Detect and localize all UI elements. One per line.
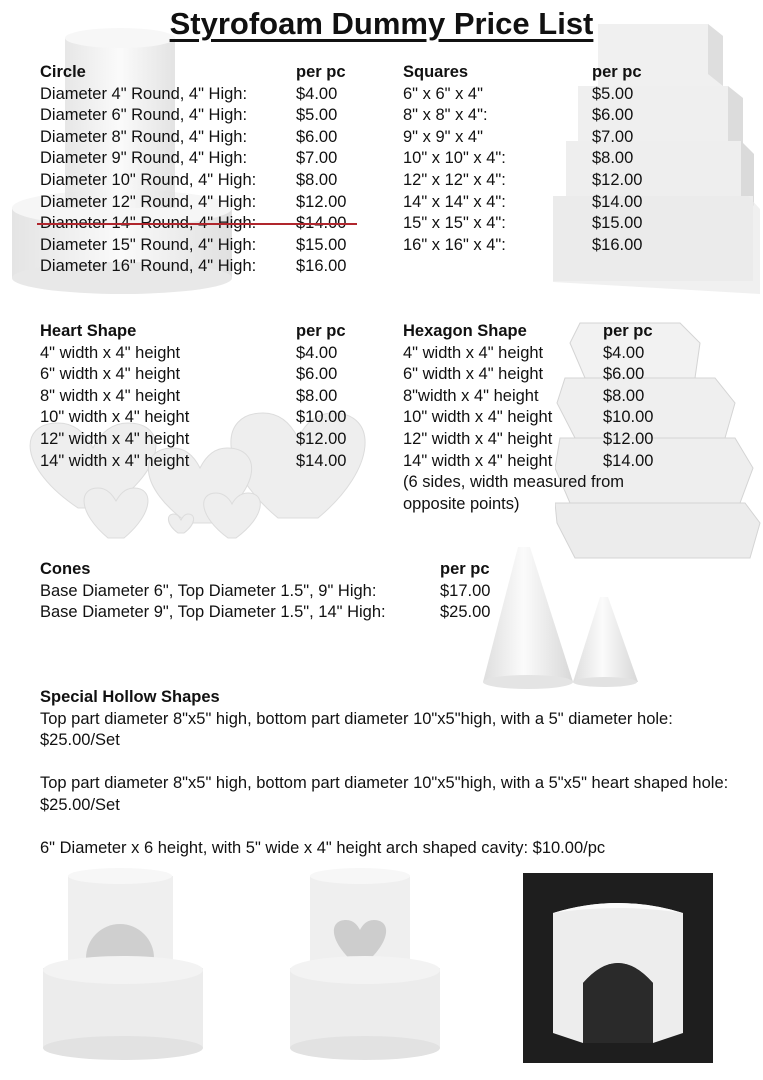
size-label: 12" x 12" x 4": (403, 170, 506, 189)
price: $12.00 (603, 429, 654, 448)
size-label: 8"width x 4" height (403, 386, 539, 405)
circle-header: Circle (40, 63, 86, 81)
hexagon-header-row (403, 321, 703, 343)
size-label: Diameter 9" Round, 4" High: (40, 149, 248, 168)
arch-cavity-photo (523, 873, 713, 1063)
table-row (40, 386, 370, 408)
table-row (40, 581, 500, 603)
squares-header-row (403, 62, 663, 84)
price: $14.00 (592, 192, 643, 211)
size-label: 4" width x 4" height (403, 343, 544, 362)
price: $25.00 (440, 603, 491, 622)
table-row (403, 170, 663, 192)
circle-price-table (40, 62, 370, 278)
table-row (40, 451, 370, 473)
table-row (403, 213, 663, 235)
table-row-struck (40, 213, 370, 235)
table-row (40, 429, 370, 451)
table-row (403, 235, 663, 257)
table-row (40, 407, 370, 429)
table-row (40, 256, 370, 278)
price: $8.00 (296, 386, 338, 405)
table-row (40, 170, 370, 192)
price: $6.00 (296, 365, 338, 384)
table-row (403, 386, 703, 408)
table-row (403, 429, 703, 451)
table-row (40, 364, 370, 386)
hexagon-header: Hexagon Shape (403, 322, 527, 340)
table-row (403, 84, 663, 106)
size-label: 12" width x 4" height (40, 429, 190, 448)
price: $6.00 (603, 365, 645, 384)
price: $5.00 (592, 84, 634, 103)
price: $4.00 (296, 84, 338, 103)
table-row (403, 343, 703, 365)
size-label: 6" x 6" x 4" (403, 84, 483, 103)
table-row (403, 148, 663, 170)
size-label: 4" width x 4" height (40, 343, 181, 362)
size-label: 16" x 16" x 4": (403, 235, 506, 254)
table-row (40, 235, 370, 257)
price: $7.00 (296, 149, 338, 168)
size-label: 14" width x 4" height (40, 451, 190, 470)
table-row (40, 105, 370, 127)
size-label: 8" width x 4" height (40, 386, 181, 405)
price: $16.00 (592, 235, 643, 254)
size-label: Diameter 16" Round, 4" High: (40, 257, 257, 276)
size-label: 9" x 9" x 4" (403, 127, 483, 146)
size-label: Base Diameter 6", Top Diameter 1.5", 9" High: (40, 581, 377, 600)
circle-header-row (40, 62, 370, 84)
size-label: Diameter 6" Round, 4" High: (40, 106, 248, 125)
table-row (40, 84, 370, 106)
price: $12.00 (296, 429, 347, 448)
special-item-3: 6" Diameter x 6 height, with 5" wide x 4" height arch shaped cavity: $10.00/pc (40, 839, 606, 858)
price: $8.00 (603, 386, 645, 405)
price: $4.00 (296, 343, 338, 362)
price: $15.00 (592, 214, 643, 233)
table-row (403, 364, 703, 386)
size-label: 14" x 14" x 4": (403, 192, 506, 211)
cones-price-table (40, 559, 500, 624)
size-label: 6" width x 4" height (403, 365, 544, 384)
price: $4.00 (603, 343, 645, 362)
size-label: 12" width x 4" height (403, 429, 553, 448)
heart-price-table (40, 321, 370, 472)
price: $7.00 (592, 127, 634, 146)
table-row (40, 127, 370, 149)
size-label: Diameter 14" Round, 4" High: (40, 214, 257, 233)
size-label: 14" width x 4" height (403, 451, 553, 470)
special-item-1: Top part diameter 8"x5" high, bottom part diameter 10"x5"high, with a 5" diameter hole: $25.00/Set (40, 709, 673, 750)
round-hole-tier-photo (38, 868, 208, 1063)
price: $15.00 (296, 235, 347, 254)
hexagon-note-line-1: (6 sides, width measured from (403, 473, 625, 492)
hexagon-price-header: per pc (603, 322, 653, 340)
price: $8.00 (296, 170, 338, 189)
hexagon-note-line-2: opposite points) (403, 494, 520, 513)
price: $6.00 (296, 127, 338, 146)
strikethrough-line (37, 223, 357, 225)
cones-header: Cones (40, 560, 91, 578)
price: $8.00 (592, 149, 634, 168)
size-label: 10" width x 4" height (403, 408, 553, 427)
price: $12.00 (296, 192, 347, 211)
size-label: 6" width x 4" height (40, 365, 181, 384)
price: $16.00 (296, 257, 347, 276)
squares-price-header: per pc (592, 63, 642, 81)
price: $12.00 (592, 170, 643, 189)
special-hollow-section (40, 687, 730, 860)
cones-price-header: per pc (440, 560, 490, 578)
cones-header-row (40, 559, 500, 581)
heart-hole-tier-photo (288, 868, 448, 1063)
size-label: Diameter 8" Round, 4" High: (40, 127, 248, 146)
table-row (403, 451, 703, 473)
table-row (40, 343, 370, 365)
cones-photo (478, 542, 648, 692)
size-label: Diameter 15" Round, 4" High: (40, 235, 257, 254)
table-row (40, 192, 370, 214)
price: $14.00 (296, 451, 347, 470)
size-label: 10" width x 4" height (40, 408, 190, 427)
size-label: 10" x 10" x 4": (403, 149, 506, 168)
table-row (403, 192, 663, 214)
page-title: Styrofoam Dummy Price List (169, 6, 594, 41)
size-label: Diameter 4" Round, 4" High: (40, 84, 248, 103)
hexagon-price-table (403, 321, 703, 515)
price: $5.00 (296, 106, 338, 125)
table-row (403, 105, 663, 127)
squares-price-table (403, 62, 663, 256)
size-label: Base Diameter 9", Top Diameter 1.5", 14" High: (40, 603, 386, 622)
size-label: Diameter 12" Round, 4" High: (40, 192, 257, 211)
price: $6.00 (592, 106, 634, 125)
size-label: 15" x 15" x 4": (403, 214, 506, 233)
squares-header: Squares (403, 63, 469, 81)
table-row (40, 602, 500, 624)
table-row (40, 148, 370, 170)
circle-price-header: per pc (296, 63, 346, 81)
price: $10.00 (603, 408, 654, 427)
special-item-2: Top part diameter 8"x5" high, bottom part diameter 10"x5"high, with a 5"x5" heart shaped hole: $25.00/Set (40, 774, 729, 814)
special-header: Special Hollow Shapes (40, 688, 220, 706)
heart-price-header: per pc (296, 322, 346, 340)
table-row (403, 407, 703, 429)
price: $14.00 (603, 451, 654, 470)
heart-header: Heart Shape (40, 322, 137, 340)
size-label: Diameter 10" Round, 4" High: (40, 170, 257, 189)
table-row (403, 127, 663, 149)
size-label: 8" x 8" x 4": (403, 106, 488, 125)
price: $17.00 (440, 581, 491, 600)
price: $10.00 (296, 408, 347, 427)
price: $14.00 (296, 214, 347, 233)
heart-header-row (40, 321, 370, 343)
